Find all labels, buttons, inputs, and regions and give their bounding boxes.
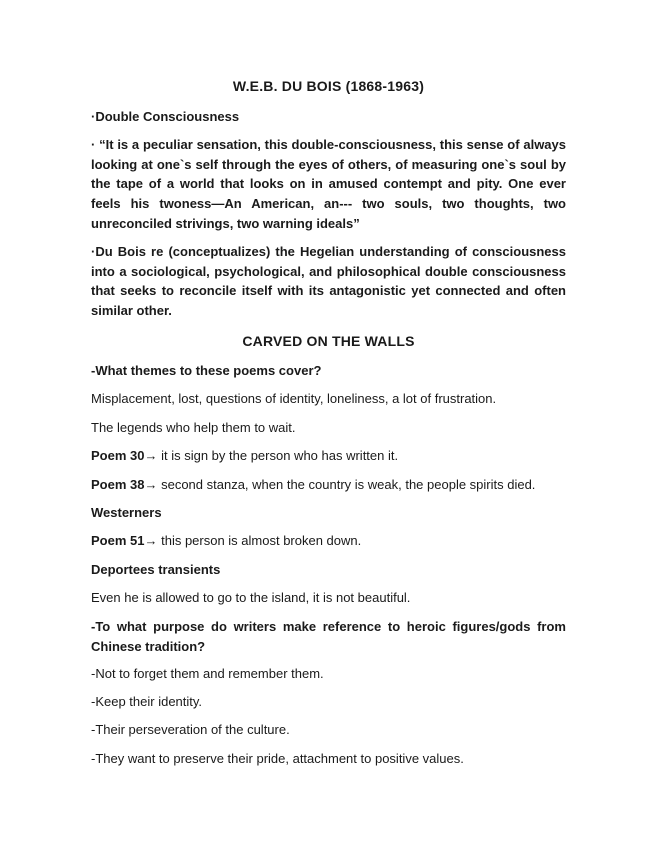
- poem-51-line: [91, 533, 361, 548]
- response-identity: -Keep their identity.: [91, 694, 203, 709]
- poem-30-line: [91, 448, 398, 463]
- response-remember: -Not to forget them and remember them.: [91, 666, 324, 681]
- poem-38-label: Poem 38: [91, 477, 145, 492]
- deportees-heading: Deportees transients: [91, 562, 221, 577]
- poem-38-line: [91, 477, 535, 492]
- arrow-icon: →: [144, 448, 158, 463]
- du-bois-paragraph: ·Du Bois re (conceptualizes) the Hegelian understanding of consciousness into a sociological, psychological, and philosophical double consciousness that seeks to reconcile itself with its antagonistic yet connected and often similar other.: [91, 244, 566, 319]
- answer-themes: Misplacement, lost, questions of identity, loneliness, a lot of frustration.: [91, 391, 497, 406]
- poem-30-label: Poem 30: [91, 448, 145, 463]
- response-pride: -They want to preserve their pride, attachment to positive values.: [91, 751, 464, 766]
- island-line: Even he is allowed to go to the island, it is not beautiful.: [91, 590, 411, 605]
- westerners-heading: Westerners: [91, 505, 162, 520]
- poem-38-text: second stanza, when the country is weak, the people spirits died.: [157, 477, 536, 492]
- quote-paragraph: · “It is a peculiar sensation, this double-consciousness, this sense of always looking at one`s self through the eyes of others, of measuring one`s soul by the tape of a world that looks on in amused contempt and pity. One ever feels his twoness—An American, an--- two souls, two thoughts, two unreconciled strivings, two warning ideals”: [91, 137, 566, 231]
- poem-30-text: it is sign by the person who has written it.: [157, 448, 399, 463]
- question-themes: -What themes to these poems cover?: [91, 363, 322, 378]
- double-consciousness-heading: ·Double Consciousness: [91, 109, 240, 124]
- poem-51-text: this person is almost broken down.: [157, 533, 362, 548]
- page-title: W.E.B. DU BOIS (1868-1963): [232, 78, 425, 94]
- answer-legends: The legends who help them to wait.: [91, 420, 296, 435]
- section-title: CARVED ON THE WALLS: [242, 333, 415, 349]
- question-heroic-figures: -To what purpose do writers make reference to heroic figures/gods from Chinese tradition?: [91, 619, 566, 654]
- response-culture: -Their perseveration of the culture.: [91, 722, 290, 737]
- poem-51-label: Poem 51: [91, 533, 145, 548]
- arrow-icon: →: [144, 533, 158, 548]
- arrow-icon: →: [144, 477, 158, 492]
